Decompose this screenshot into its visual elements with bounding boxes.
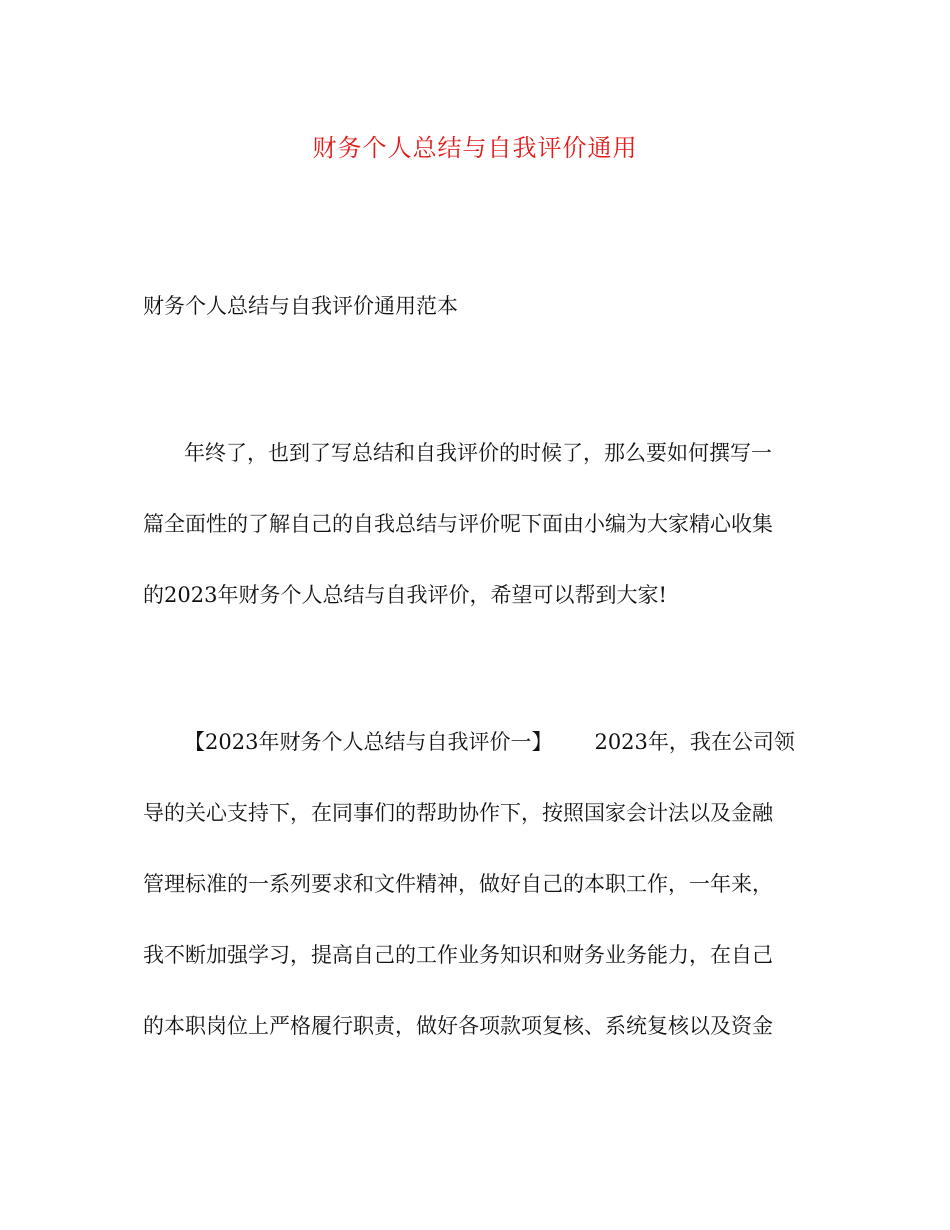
body-line-4: 的本职岗位上严格履行职责，做好各项款项复核、系统复核以及资金: [143, 1014, 773, 1038]
body-line-2: 管理标准的一系列要求和文件精神，做好自己的本职工作，一年来，: [143, 872, 773, 896]
intro-line-1: 年终了，也到了写总结和自我评价的时候了，那么要如何撰写一: [184, 441, 772, 465]
document-subtitle: 财务个人总结与自我评价通用范本: [143, 294, 458, 318]
section-first-line: [184, 725, 795, 759]
body-line-1: 导的关心支持下，在同事们的帮助协作下，按照国家会计法以及金融: [143, 801, 773, 825]
section-heading: 【2023年财务个人总结与自我评价一】: [184, 730, 553, 754]
body-line-3: 我不断加强学习，提高自己的工作业务知识和财务业务能力，在自己: [143, 943, 773, 967]
intro-line-3: 的2023年财务个人总结与自我评价，希望可以帮到大家!: [143, 583, 667, 607]
document-title: 财务个人总结与自我评价通用: [312, 134, 638, 162]
intro-line-2: 篇全面性的了解自己的自我总结与评价呢下面由小编为大家精心收集: [143, 512, 773, 536]
section-first-text: 2023年，我在公司领: [594, 730, 795, 754]
